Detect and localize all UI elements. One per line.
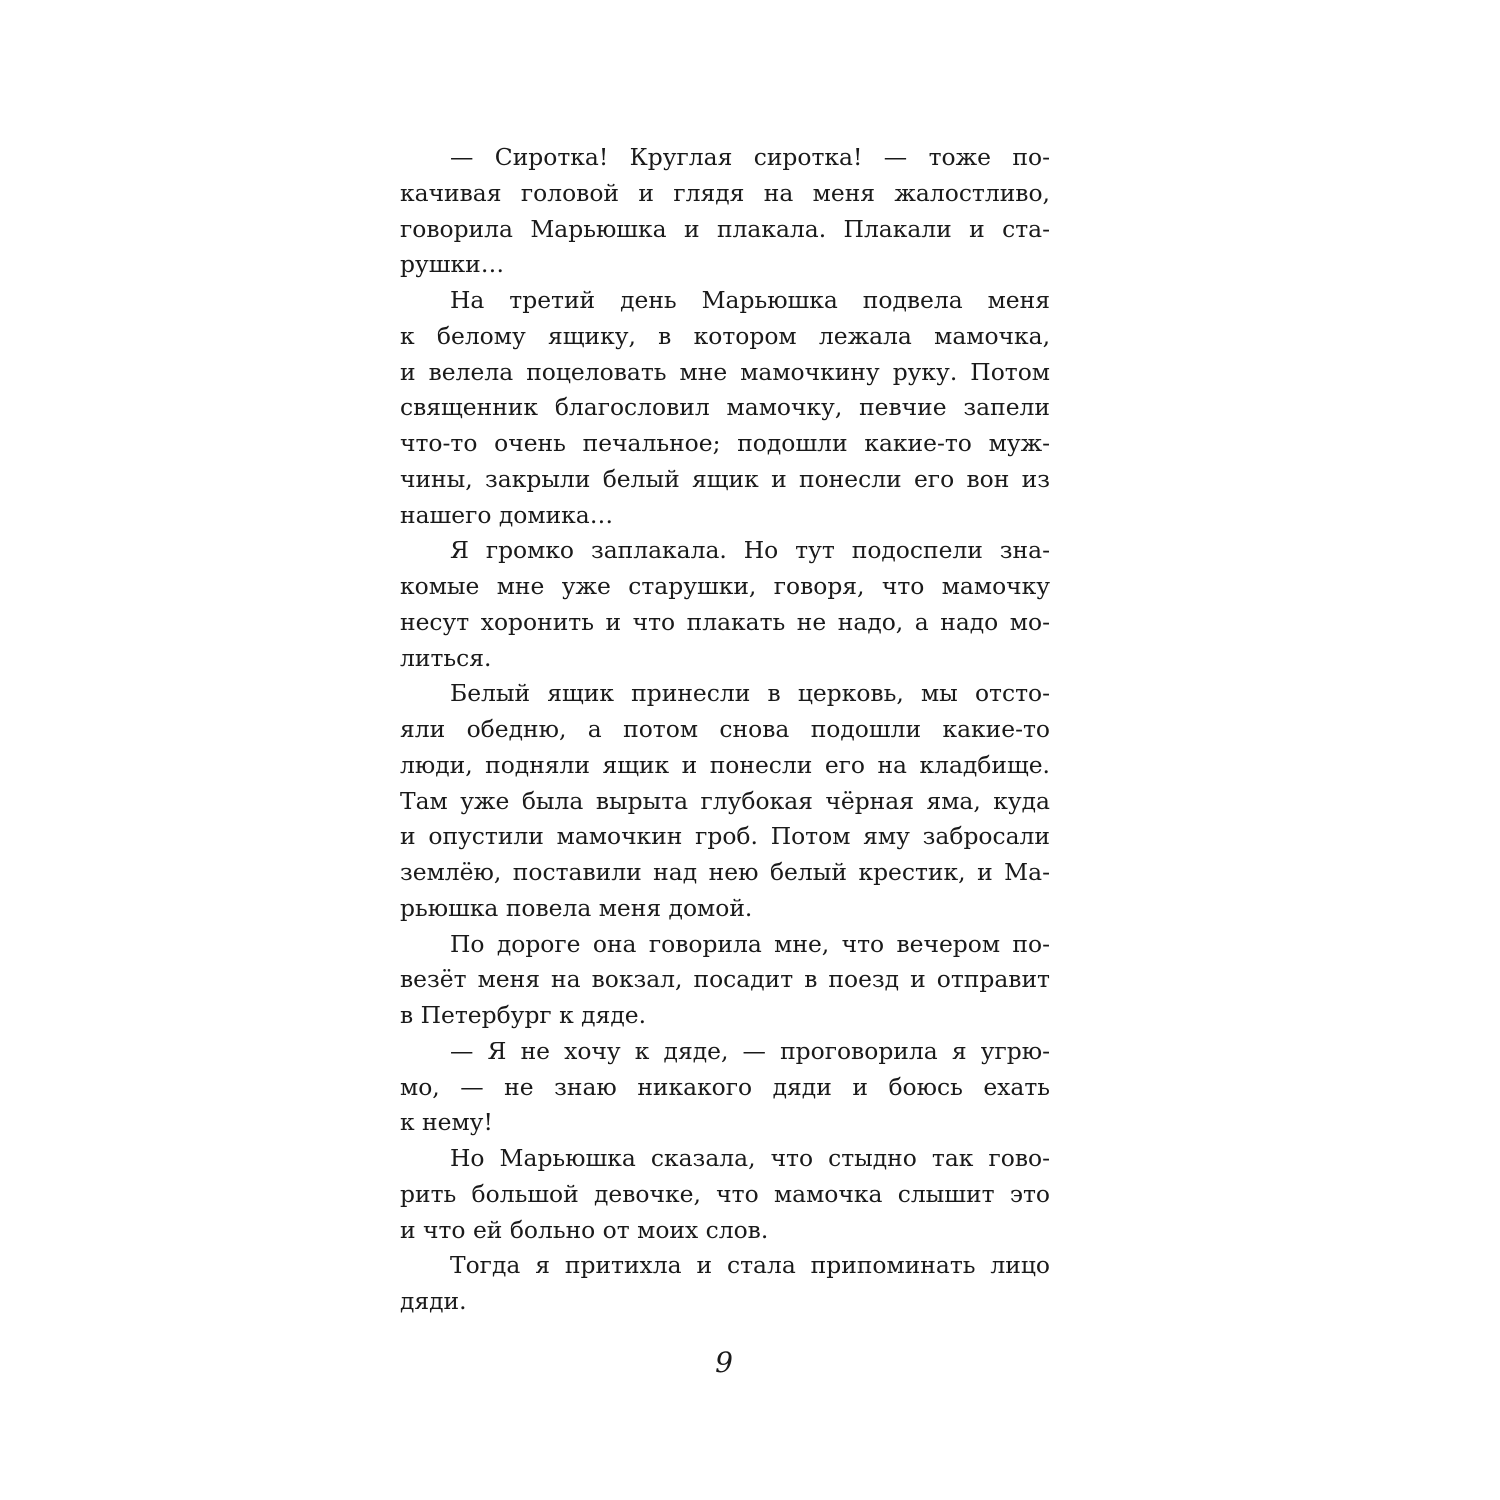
paragraph (400, 1248, 1050, 1320)
paragraph (400, 533, 1050, 676)
text-line: нашего домика… (400, 500, 614, 529)
paragraph (400, 676, 1050, 926)
text-line: литься. (400, 643, 492, 672)
text-line: рушки… (400, 250, 505, 279)
text-line: в Петербург к дяде. (400, 1001, 647, 1029)
text-line: дяди. (400, 1287, 467, 1315)
text-line: По дороге она говорила мне, что вечером по- (450, 929, 1050, 958)
text-line: что-то очень печальное; подошли какие-то муж- (400, 429, 1050, 457)
text-line: — Сиротка! Круглая сиротка! — тоже по- (450, 143, 1050, 171)
text-line: священник благословил мамочку, певчие запели (400, 393, 1050, 422)
text-line: говорила Марьюшка и плакала. Плакали и ста- (400, 214, 1050, 243)
text-line: несут хоронить и что плакать не надо, а надо мо- (400, 607, 1050, 636)
text-line: к нему! (400, 1108, 493, 1137)
paragraph (400, 1034, 1050, 1141)
text-line: и что ей больно от моих слов. (400, 1215, 769, 1244)
text-line: землёю, поставили над нею белый крестик, и Ма- (400, 858, 1050, 886)
paragraph (400, 140, 1050, 283)
text-line: и опустили мамочкин гроб. Потом яму забросали (400, 822, 1050, 851)
paragraph (400, 927, 1050, 1034)
text-line: На третий день Марьюшка подвела меня (450, 286, 1050, 314)
paragraph (400, 1141, 1050, 1248)
text-line: Тогда я притихла и стала припоминать лицо (450, 1251, 1050, 1280)
page-number: 9 (715, 1346, 733, 1379)
text-line: чины, закрыли белый ящик и понесли его вон из (400, 464, 1050, 493)
body-text (400, 140, 1050, 1320)
text-line: Но Марьюшка сказала, что стыдно так гово- (450, 1144, 1050, 1172)
text-line: качивая головой и глядя на меня жалостливо, (400, 178, 1050, 207)
text-line: к белому ящику, в котором лежала мамочка, (400, 321, 1050, 350)
text-line: Я громко заплакала. Но тут подоспели зна- (450, 536, 1050, 565)
text-line: мо, — не знаю никакого дяди и боюсь ехать (400, 1072, 1050, 1101)
text-line: Белый ящик принесли в церковь, мы отсто- (450, 679, 1050, 708)
text-line: везёт меня на вокзал, посадит в поезд и отправит (400, 965, 1050, 994)
text-line: — Я не хочу к дяде, — проговорила я угрю- (450, 1036, 1050, 1065)
paragraph (400, 283, 1050, 533)
text-line: и велела поцеловать мне мамочкину руку. Потом (400, 357, 1050, 386)
text-line: рьюшка повела меня домой. (400, 893, 753, 922)
text-line: люди, подняли ящик и понесли его на кладбище. (400, 750, 1050, 779)
text-line: яли обедню, а потом снова подошли какие-то (400, 715, 1050, 743)
text-line: Там уже была вырыта глубокая чёрная яма, куда (400, 786, 1050, 815)
text-line: рить большой девочке, что мамочка слышит это (400, 1179, 1050, 1208)
text-line: комые мне уже старушки, говоря, что мамочку (400, 572, 1050, 600)
